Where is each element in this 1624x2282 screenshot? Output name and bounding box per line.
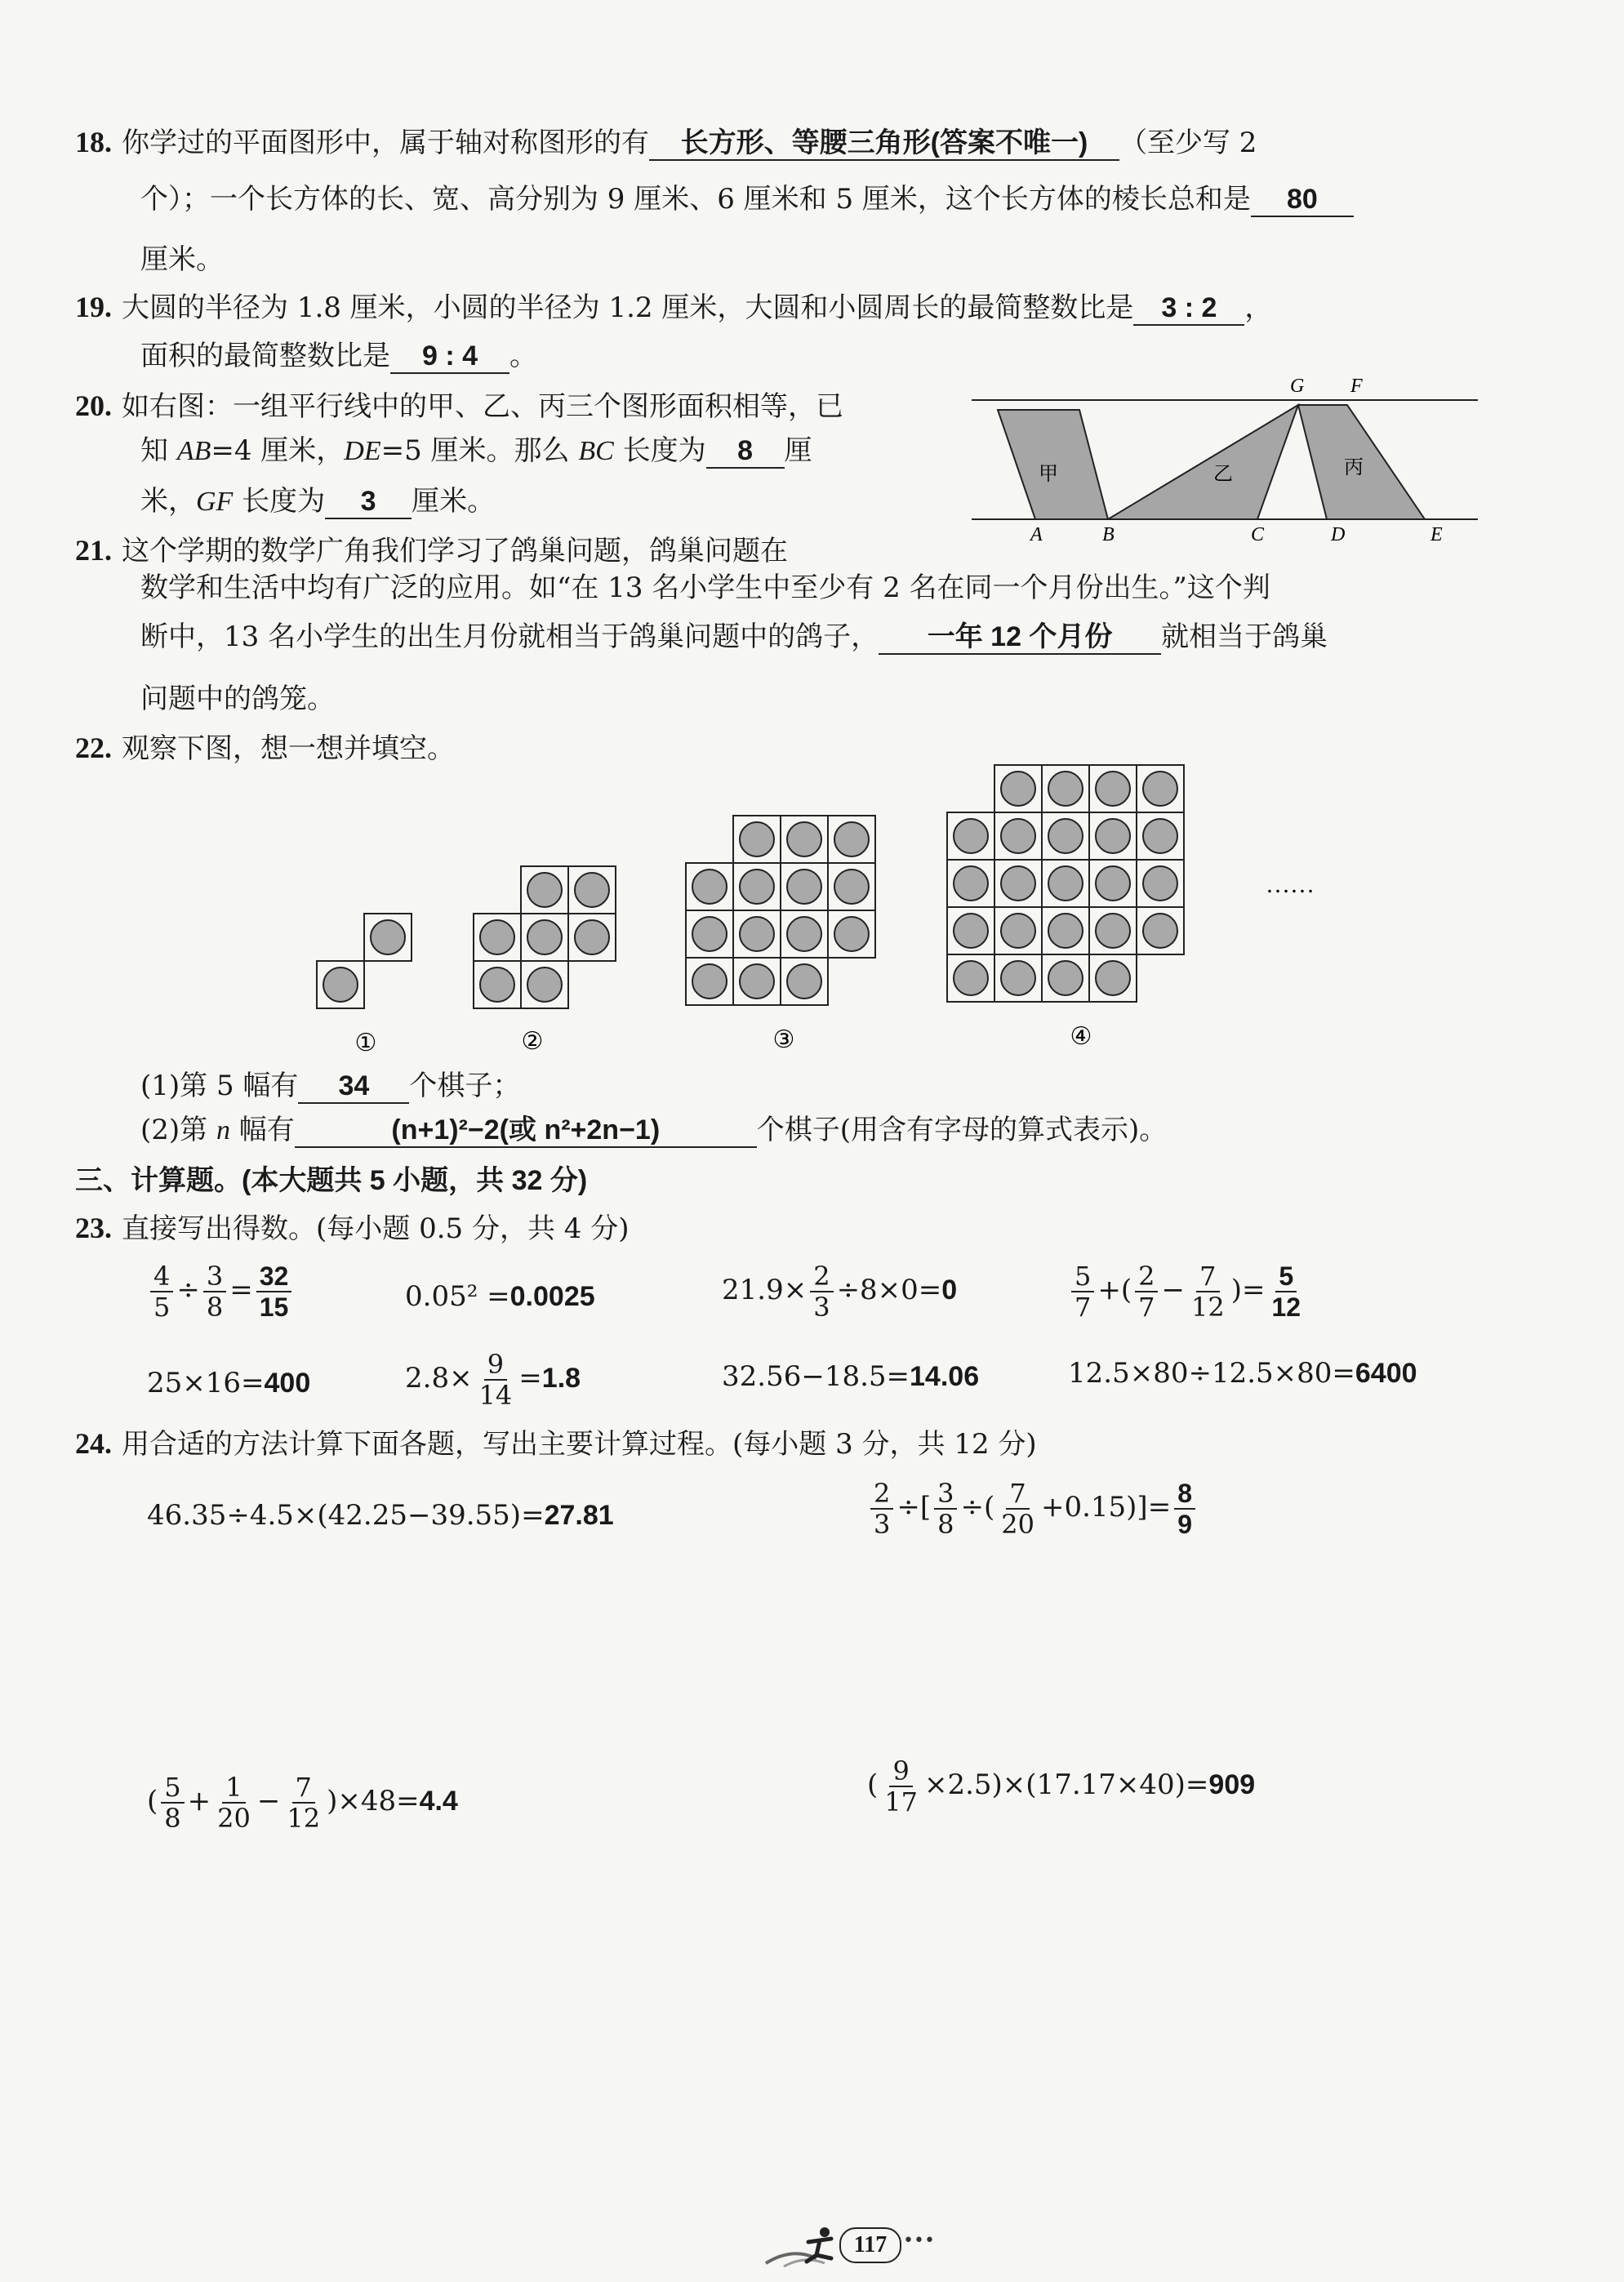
figure-label-3: ③ xyxy=(772,1026,795,1053)
segment-label: BC xyxy=(578,436,614,466)
question-number: 23. xyxy=(75,1212,112,1244)
numerator: 4 xyxy=(150,1261,173,1292)
chess-chip xyxy=(954,914,988,948)
chess-chip xyxy=(740,964,774,999)
numerator: 1 xyxy=(222,1773,245,1804)
operator: + xyxy=(187,1785,211,1817)
expression: 25×16= xyxy=(147,1367,265,1399)
q23-title xyxy=(75,1210,629,1247)
chess-chip xyxy=(834,870,869,904)
chess-chip xyxy=(480,920,514,954)
chess-chip xyxy=(787,822,821,856)
text: 米， xyxy=(140,485,196,518)
chess-chip xyxy=(954,961,988,995)
text: 如右图：一组平行线中的甲、乙、丙三个图形面积相等，已 xyxy=(122,390,843,423)
denominator: 12 xyxy=(1190,1292,1225,1323)
denominator: 8 xyxy=(164,1803,181,1834)
numerator: 2 xyxy=(810,1261,833,1292)
text: 个棋子(用含有字母的算式表示)。 xyxy=(756,1114,1168,1146)
variable-n: n xyxy=(216,1115,230,1145)
chess-chip xyxy=(371,920,405,954)
chess-chip xyxy=(1001,819,1035,853)
expression: ×2.5)×(17.17×40)= xyxy=(923,1768,1209,1801)
q23-r1c3 xyxy=(722,1257,957,1323)
answer-blank: 34 xyxy=(298,1070,409,1104)
numerator: 2 xyxy=(870,1479,893,1510)
figure-label-2: ② xyxy=(521,1028,544,1055)
chess-chip xyxy=(1143,819,1177,853)
answer-blank: 8 xyxy=(706,434,785,469)
chess-chip xyxy=(480,968,514,1002)
chess-chip xyxy=(740,917,774,951)
q23-r2c2 xyxy=(405,1346,581,1411)
segment-label: GF xyxy=(196,487,234,517)
numerator: 3 xyxy=(203,1261,226,1292)
chess-chip xyxy=(1048,866,1083,901)
text: （至少写 2 xyxy=(1119,127,1257,159)
answer: 1.8 xyxy=(541,1363,581,1394)
answer-blank: (n+1)²−2(或 n²+2n−1) xyxy=(295,1114,757,1148)
chess-chip xyxy=(834,822,869,856)
operator: = xyxy=(229,1274,253,1306)
denominator: 12 xyxy=(287,1803,321,1834)
chess-chip xyxy=(1096,819,1130,853)
answer-denominator: 15 xyxy=(259,1292,289,1322)
page-footer xyxy=(759,2222,963,2271)
denominator: 20 xyxy=(1001,1509,1034,1540)
answer-blank: 3 : 2 xyxy=(1133,291,1244,326)
q21-line4 xyxy=(140,681,335,717)
expression: ÷( xyxy=(960,1491,995,1524)
answer: 0 xyxy=(941,1274,958,1306)
chess-chip xyxy=(740,870,774,904)
question-number: 22. xyxy=(75,732,112,764)
q20-line1 xyxy=(75,388,843,425)
text: 长度为 xyxy=(613,434,706,467)
denominator: 7 xyxy=(1075,1292,1092,1323)
expression: 21.9× xyxy=(722,1274,808,1306)
q21-line1 xyxy=(75,532,788,569)
text: 数学和生活中均有广泛的应用。如“在 13 名小学生中至少有 2 名在同一个月份出生。”这个判 xyxy=(140,572,1270,604)
operator: − xyxy=(1161,1274,1185,1306)
text: 直接写出得数。(每小题 0.5 分，共 4 分) xyxy=(122,1212,630,1245)
numerator: 7 xyxy=(1196,1261,1219,1292)
text: 。 xyxy=(509,340,537,372)
chess-chip xyxy=(1143,772,1177,806)
text: 厘米。 xyxy=(140,243,224,276)
text: 个）；一个长方体的长、宽、高分别为 9 厘米、6 厘米和 5 厘米，这个长方体的棱长总和是 xyxy=(140,183,1251,216)
chess-chip xyxy=(787,917,821,951)
chess-chip xyxy=(787,964,821,999)
answer: 400 xyxy=(264,1368,311,1399)
text: (2)第 xyxy=(140,1114,216,1146)
q21-line3 xyxy=(140,619,1328,655)
chess-chip xyxy=(954,866,988,901)
chess-chip xyxy=(1096,866,1130,901)
q19-line2 xyxy=(140,338,537,374)
expression: )×48= xyxy=(327,1785,420,1817)
text: 你学过的平面图形中，属于轴对称图形的有 xyxy=(122,127,649,159)
chess-chip xyxy=(692,917,727,951)
point-E: E xyxy=(1430,524,1443,545)
denominator: 8 xyxy=(206,1292,224,1323)
q23-r1c1 xyxy=(147,1257,295,1323)
answer-blank: 一年 12 个月份 xyxy=(879,621,1161,655)
text: 就相当于鸽巢 xyxy=(1161,621,1328,653)
q18-line3 xyxy=(140,242,224,278)
q24-p2 xyxy=(867,1475,1199,1540)
segment-label: AB xyxy=(176,436,211,466)
expression: 0.05² = xyxy=(405,1280,510,1313)
expression: = xyxy=(518,1362,542,1395)
operator: ÷ xyxy=(176,1274,200,1306)
text: 长度为 xyxy=(233,485,326,518)
answer-blank: 3 xyxy=(325,485,412,519)
chess-chip xyxy=(740,822,774,856)
question-number: 24. xyxy=(75,1427,112,1460)
numerator: 5 xyxy=(1071,1261,1094,1292)
answer-blank: 9 : 4 xyxy=(390,340,509,374)
chess-chip xyxy=(323,968,358,1002)
q24-title xyxy=(75,1426,1037,1462)
answer-denominator: 12 xyxy=(1271,1292,1301,1322)
denominator: 17 xyxy=(884,1786,918,1817)
denominator: 3 xyxy=(813,1292,830,1323)
text: 厘米。 xyxy=(412,485,496,518)
numerator: 9 xyxy=(484,1350,507,1381)
numerator: 3 xyxy=(934,1479,957,1510)
answer-numerator: 5 xyxy=(1275,1261,1297,1292)
text: 知 xyxy=(140,434,177,467)
parallel-lines-diagram xyxy=(963,367,1486,555)
point-B: B xyxy=(1102,524,1115,545)
q23-r2c1 xyxy=(147,1365,310,1401)
expression: +0.15)]= xyxy=(1040,1491,1172,1524)
chess-chip xyxy=(787,870,821,904)
q23-r2c4 xyxy=(1068,1355,1417,1391)
expression: ( xyxy=(147,1785,158,1817)
expression: ÷8×0= xyxy=(836,1274,942,1306)
denominator: 3 xyxy=(874,1509,891,1540)
label-jia: 甲 xyxy=(1039,464,1058,485)
answer: 27.81 xyxy=(544,1500,614,1531)
figure-label-1: ① xyxy=(354,1030,377,1056)
expression: +( xyxy=(1097,1274,1132,1306)
chess-chip xyxy=(692,870,727,904)
question-number: 21. xyxy=(75,534,112,567)
text: 问题中的鸽笼。 xyxy=(140,683,335,715)
chess-chip xyxy=(527,920,562,954)
denominator: 8 xyxy=(937,1509,954,1540)
expression: ( xyxy=(867,1768,879,1801)
q18-line1 xyxy=(75,124,1257,161)
chess-chip xyxy=(1048,772,1083,806)
q22-sub2 xyxy=(140,1112,1167,1149)
chess-chip xyxy=(527,968,562,1002)
denominator: 5 xyxy=(154,1292,171,1323)
chess-chip xyxy=(1096,772,1130,806)
answer-numerator: 8 xyxy=(1174,1479,1195,1510)
chess-chip xyxy=(1001,914,1035,948)
chess-chip xyxy=(1001,866,1035,901)
text: 大圆的半径为 1.8 厘米，小圆的半径为 1.2 厘米，大圆和小圆周长的最简整数比是 xyxy=(122,291,1134,324)
denominator: 7 xyxy=(1138,1292,1155,1323)
question-number: 19. xyxy=(75,291,112,323)
numerator: 2 xyxy=(1135,1261,1158,1292)
figure-label-4: ④ xyxy=(1070,1023,1092,1050)
answer-blank: 长方形、等腰三角形(答案不唯一) xyxy=(649,127,1119,161)
ellipsis: …… xyxy=(1266,871,1315,898)
q22-sub1 xyxy=(140,1068,520,1104)
numerator: 7 xyxy=(1006,1479,1029,1510)
expression: 12.5×80÷12.5×80= xyxy=(1068,1357,1355,1390)
q24-p4 xyxy=(867,1752,1255,1817)
chess-chip xyxy=(575,920,609,954)
chess-chip xyxy=(1001,961,1035,995)
answer: 909 xyxy=(1208,1769,1256,1800)
question-number: 20. xyxy=(75,389,112,422)
answer-denominator: 9 xyxy=(1177,1510,1192,1539)
expression: 46.35÷4.5×(42.25−39.55)= xyxy=(147,1499,545,1532)
answer: 6400 xyxy=(1355,1358,1417,1389)
shape-yi xyxy=(1108,405,1298,519)
q22-line1 xyxy=(75,730,455,767)
q21-line2 xyxy=(140,570,1270,606)
runner-logo-icon xyxy=(759,2222,849,2271)
text: =5 厘米。那么 xyxy=(380,434,579,467)
text: 厘 xyxy=(784,434,812,467)
text: 观察下图，想一想并填空。 xyxy=(122,732,455,765)
text: 幅有 xyxy=(229,1114,295,1146)
chess-chip xyxy=(1143,914,1177,948)
answer: 14.06 xyxy=(910,1361,980,1392)
chess-chip xyxy=(1048,914,1083,948)
question-number: 18. xyxy=(75,126,112,158)
text: (1)第 5 幅有 xyxy=(140,1070,299,1102)
expression: ÷[ xyxy=(897,1491,932,1524)
q19-line1 xyxy=(75,289,1272,326)
q23-r2c3 xyxy=(722,1359,979,1395)
q24-p3 xyxy=(147,1768,458,1834)
text: 这个学期的数学广角我们学习了鸽巢问题，鸽巢问题在 xyxy=(122,535,788,567)
q23-r1c2 xyxy=(405,1279,595,1314)
chess-chip xyxy=(1096,914,1130,948)
answer-numerator: 32 xyxy=(256,1261,292,1292)
operator: − xyxy=(256,1785,281,1817)
answer-blank: 80 xyxy=(1251,183,1354,217)
point-A: A xyxy=(1030,524,1043,545)
denominator: 14 xyxy=(478,1380,513,1411)
page-number: 117 xyxy=(839,2227,901,2263)
chess-chip xyxy=(834,917,869,951)
section-heading: 三、计算题。(本大题共 5 小题，共 32 分) xyxy=(75,1165,588,1196)
chess-chip xyxy=(1048,961,1083,995)
chess-chip xyxy=(575,873,609,907)
chess-chip xyxy=(1096,961,1130,995)
q23-r1c4 xyxy=(1068,1257,1307,1323)
expression: 32.56−18.5= xyxy=(722,1360,910,1393)
chip-pattern-figures xyxy=(310,763,1339,1057)
text: 个棋子； xyxy=(409,1070,521,1102)
point-D: D xyxy=(1331,524,1346,545)
chess-chip xyxy=(954,819,988,853)
q20-line3 xyxy=(140,483,495,520)
label-bing: 丙 xyxy=(1344,457,1364,478)
chess-chip xyxy=(1143,866,1177,901)
text: 用合适的方法计算下面各题，写出主要计算过程。(每小题 3 分，共 12 分) xyxy=(122,1428,1037,1461)
text: 面积的最简整数比是 xyxy=(140,340,390,372)
answer: 4.4 xyxy=(419,1786,458,1817)
chess-chip xyxy=(1048,819,1083,853)
q18-line2 xyxy=(140,181,1354,217)
point-F: F xyxy=(1350,376,1363,397)
expression: )= xyxy=(1230,1274,1266,1306)
segment-label: DE xyxy=(344,436,381,466)
answer: 0.0025 xyxy=(509,1281,595,1312)
point-G: G xyxy=(1290,376,1305,397)
numerator: 9 xyxy=(889,1756,912,1787)
q24-p1 xyxy=(147,1497,614,1533)
point-C: C xyxy=(1251,524,1265,545)
text: ， xyxy=(1244,291,1273,324)
numerator: 7 xyxy=(292,1773,315,1804)
chess-chip xyxy=(1001,772,1035,806)
footer-dots: ••• xyxy=(903,2231,935,2251)
expression: 2.8× xyxy=(405,1362,473,1395)
q20-line2 xyxy=(140,433,812,469)
denominator: 20 xyxy=(217,1803,251,1834)
chess-chip xyxy=(692,964,727,999)
label-yi: 乙 xyxy=(1213,464,1233,485)
numerator: 5 xyxy=(161,1773,184,1804)
text: =4 厘米， xyxy=(211,434,345,467)
text: 断中，13 名小学生的出生月份就相当于鸽巢问题中的鸽子， xyxy=(140,621,879,653)
chess-chip xyxy=(527,873,562,907)
